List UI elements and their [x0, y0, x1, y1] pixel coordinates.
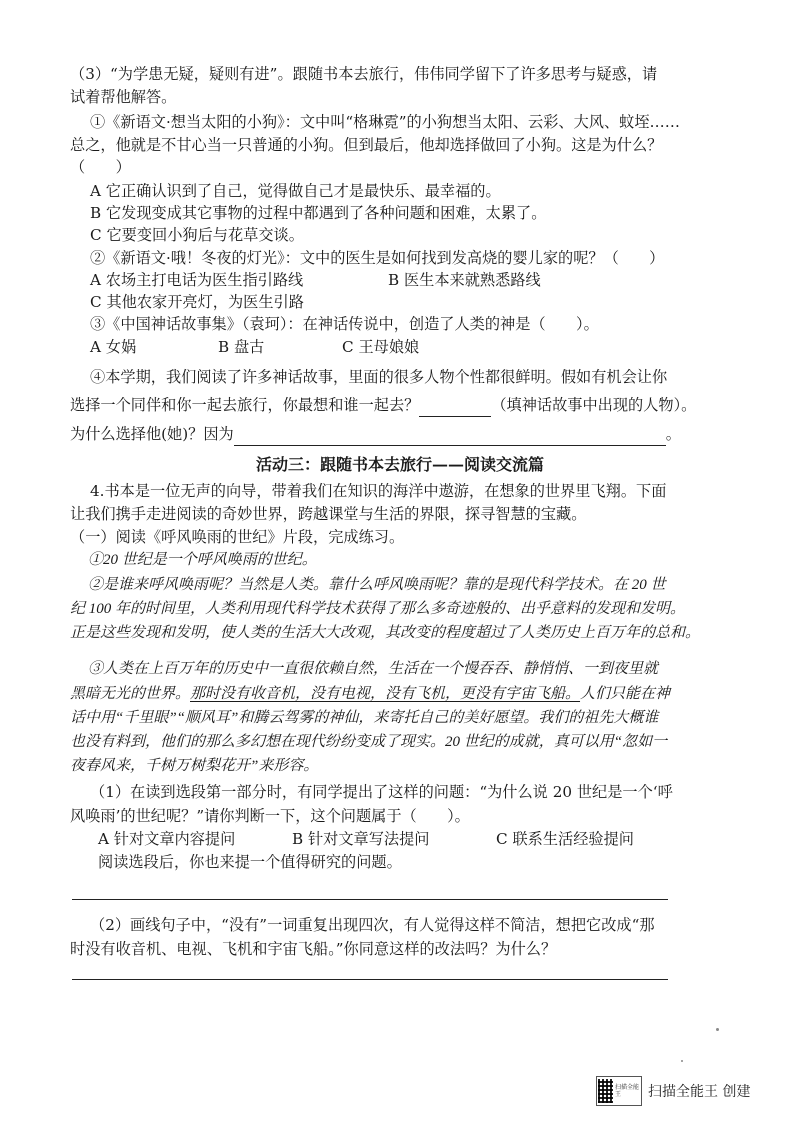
- q3-sub4-line2-text-b: （填神话故事中出现的人物）。: [491, 396, 697, 414]
- q4-intro-line2: 让我们携手走进阅读的奇妙世界，跨越课堂与生活的界限，探寻智慧的宝藏。: [70, 505, 587, 523]
- sq1-option-c[interactable]: C 联系生活经验提问: [496, 830, 634, 848]
- q3-sub4-line2: [70, 394, 730, 417]
- q3-sub2-option-c[interactable]: C 其他农家开亮灯，为医生引路: [90, 293, 304, 311]
- q3-intro-line2: 试着帮他解答。: [70, 88, 177, 106]
- passage-p2-line1: ②是谁来呼风唤雨呢？当然是人类。靠什么呼风唤雨呢？靠的是现代科学技术。在 20 世: [88, 577, 666, 593]
- passage-p3-line5: 夜春风来，千树万树梨花开”来形容。: [70, 758, 319, 774]
- sq2-line2: 时没有收音机、电视、飞机和宇宙飞船。”你同意这样的改法吗？为什么？: [70, 940, 557, 958]
- companion-answer-blank[interactable]: [419, 394, 491, 417]
- q3-sub3-option-b[interactable]: B 盘古: [218, 338, 265, 356]
- sq1-line1: （1）在读到选段第一部分时，有同学提出了这样的问题：“为什么说 20 世纪是一个‘呼: [90, 783, 673, 801]
- scan-speck: [681, 1060, 683, 1062]
- q3-sub4-line3-text-b: 。: [665, 425, 681, 443]
- q3-sub2-option-a[interactable]: A 农场主打电话为医生指引路线: [90, 271, 304, 289]
- q3-sub1-option-b[interactable]: B 它发现变成其它事物的过程中都遇到了各种问题和困难，太累了。: [90, 204, 547, 222]
- passage-p3-line2-text-a: 黑暗无光的世界。: [70, 686, 191, 702]
- passage-p3-line3: 话中用“千里眼”“顺风耳”和腾云驾雾的神仙，来寄托自己的美好愿望。我们的祖先大概谁: [70, 710, 659, 726]
- q3-sub3-option-a[interactable]: A 女娲: [90, 338, 137, 356]
- q3-sub1-option-a[interactable]: A 它正确认识到了自己，觉得做自己才是最快乐、最幸福的。: [90, 182, 501, 200]
- q3-sub1-answer-paren[interactable]: （ ）: [70, 158, 131, 176]
- passage-p3-line1: ③人类在上百万年的历史中一直很依赖自然，生活在一个慢吞吞、静悄悄、一到夜里就: [88, 661, 659, 677]
- passage-p3-line4: 也没有料到，他们的那么多幻想在现代纷纷变成了现实。20 世纪的成就，真可以用“忽如一: [70, 734, 668, 750]
- q3-sub2-stem: ②《新语文·哦！冬夜的灯光》：文中的医生是如何找到发高烧的婴儿家的呢？（ ）: [90, 249, 665, 267]
- q3-sub3-stem: ③《中国神话故事集》（袁珂）：在神话传说中，创造了人类的神是（ ）。: [90, 315, 599, 333]
- q3-sub1-line2: 总之，他就是不甘心当一只普通的小狗。但到最后，他却选择做回了小狗。这是为什么？: [70, 136, 663, 154]
- sq2-answer-line[interactable]: [72, 979, 668, 980]
- passage-p3-line2-text-b: 人们只能在神: [580, 686, 671, 702]
- qr-code-icon: [598, 1079, 613, 1103]
- passage-p2-line2: 纪 100 年的时间里，人类利用现代科学技术获得了那么多奇迹般的、出乎意料的发现和发明。: [70, 601, 686, 617]
- q3-sub4-line3: [70, 423, 730, 446]
- part1-title: （一）阅读《呼风唤雨的世纪》片段，完成练习。: [70, 528, 405, 546]
- passage-p2-line3: 正是这些发现和发明，使人类的生活大大改观，其改变的程度超过了人类历史上百万年的总和。: [70, 625, 701, 641]
- sq1-line2: 风唤雨’的世纪呢？”请你判断一下，这个问题属于（ ）。: [70, 807, 470, 825]
- sq1-option-b[interactable]: B 针对文章写法提问: [292, 830, 430, 848]
- q3-sub1-line1: ①《新语文·想当太阳的小狗》：文中叫“格琳霓”的小狗想当太阳、云彩、大风、蚊垤……: [90, 113, 680, 131]
- sq1-answer-line[interactable]: [72, 899, 668, 900]
- q4-intro-line1: 4.书本是一位无声的向导，带着我们在知识的海洋中遨游，在想象的世界里飞翔。下面: [90, 482, 667, 500]
- passage-p3-line2: [70, 683, 730, 705]
- scanner-logo-caption: 扫描全能王: [615, 1084, 640, 1098]
- passage-p1: ①20 世纪是一个呼风唤雨的世纪。: [88, 552, 317, 568]
- sq1-option-a[interactable]: A 针对文章内容提问: [98, 830, 236, 848]
- scan-speck: [716, 1028, 719, 1031]
- q3-sub4-line1: ④本学期，我们阅读了许多神话故事，里面的很多人物个性都很鲜明。假如有机会让你: [90, 368, 668, 386]
- scanner-brand-text: 扫描全能王 创建: [648, 1084, 751, 1100]
- q3-sub4-line2-text-a: 选择一个同伴和你一起去旅行，你最想和谁一起去？: [70, 396, 420, 414]
- q3-intro-line1: （3）“为学患无疑，疑则有进”。跟随书本去旅行，伟伟同学留下了许多思考与疑惑，请: [70, 65, 658, 83]
- reason-answer-blank[interactable]: [234, 423, 666, 446]
- activity3-heading: 活动三：跟随书本去旅行——阅读交流篇: [255, 455, 544, 474]
- q3-sub2-option-b[interactable]: B 医生本来就熟悉路线: [388, 271, 541, 289]
- q3-sub1-option-c[interactable]: C 它要变回小狗后与花草交谈。: [90, 226, 304, 244]
- q3-sub3-option-c[interactable]: C 王母娘娘: [342, 338, 420, 356]
- sq1-follow-prompt: 阅读选段后，你也来提一个值得研究的问题。: [98, 853, 402, 871]
- sq2-line1: （2）画线句子中，“没有”一词重复出现四次，有人觉得这样不简洁，想把它改成“那: [90, 916, 655, 934]
- scanner-watermark: [596, 1074, 776, 1108]
- q3-sub4-line3-text-a: 为什么选择他(她)？因为: [70, 425, 234, 443]
- scanner-logo: [596, 1076, 642, 1106]
- underlined-sentence: 那时没有收音机，没有电视，没有飞机，更没有宇宙飞船。: [190, 686, 581, 702]
